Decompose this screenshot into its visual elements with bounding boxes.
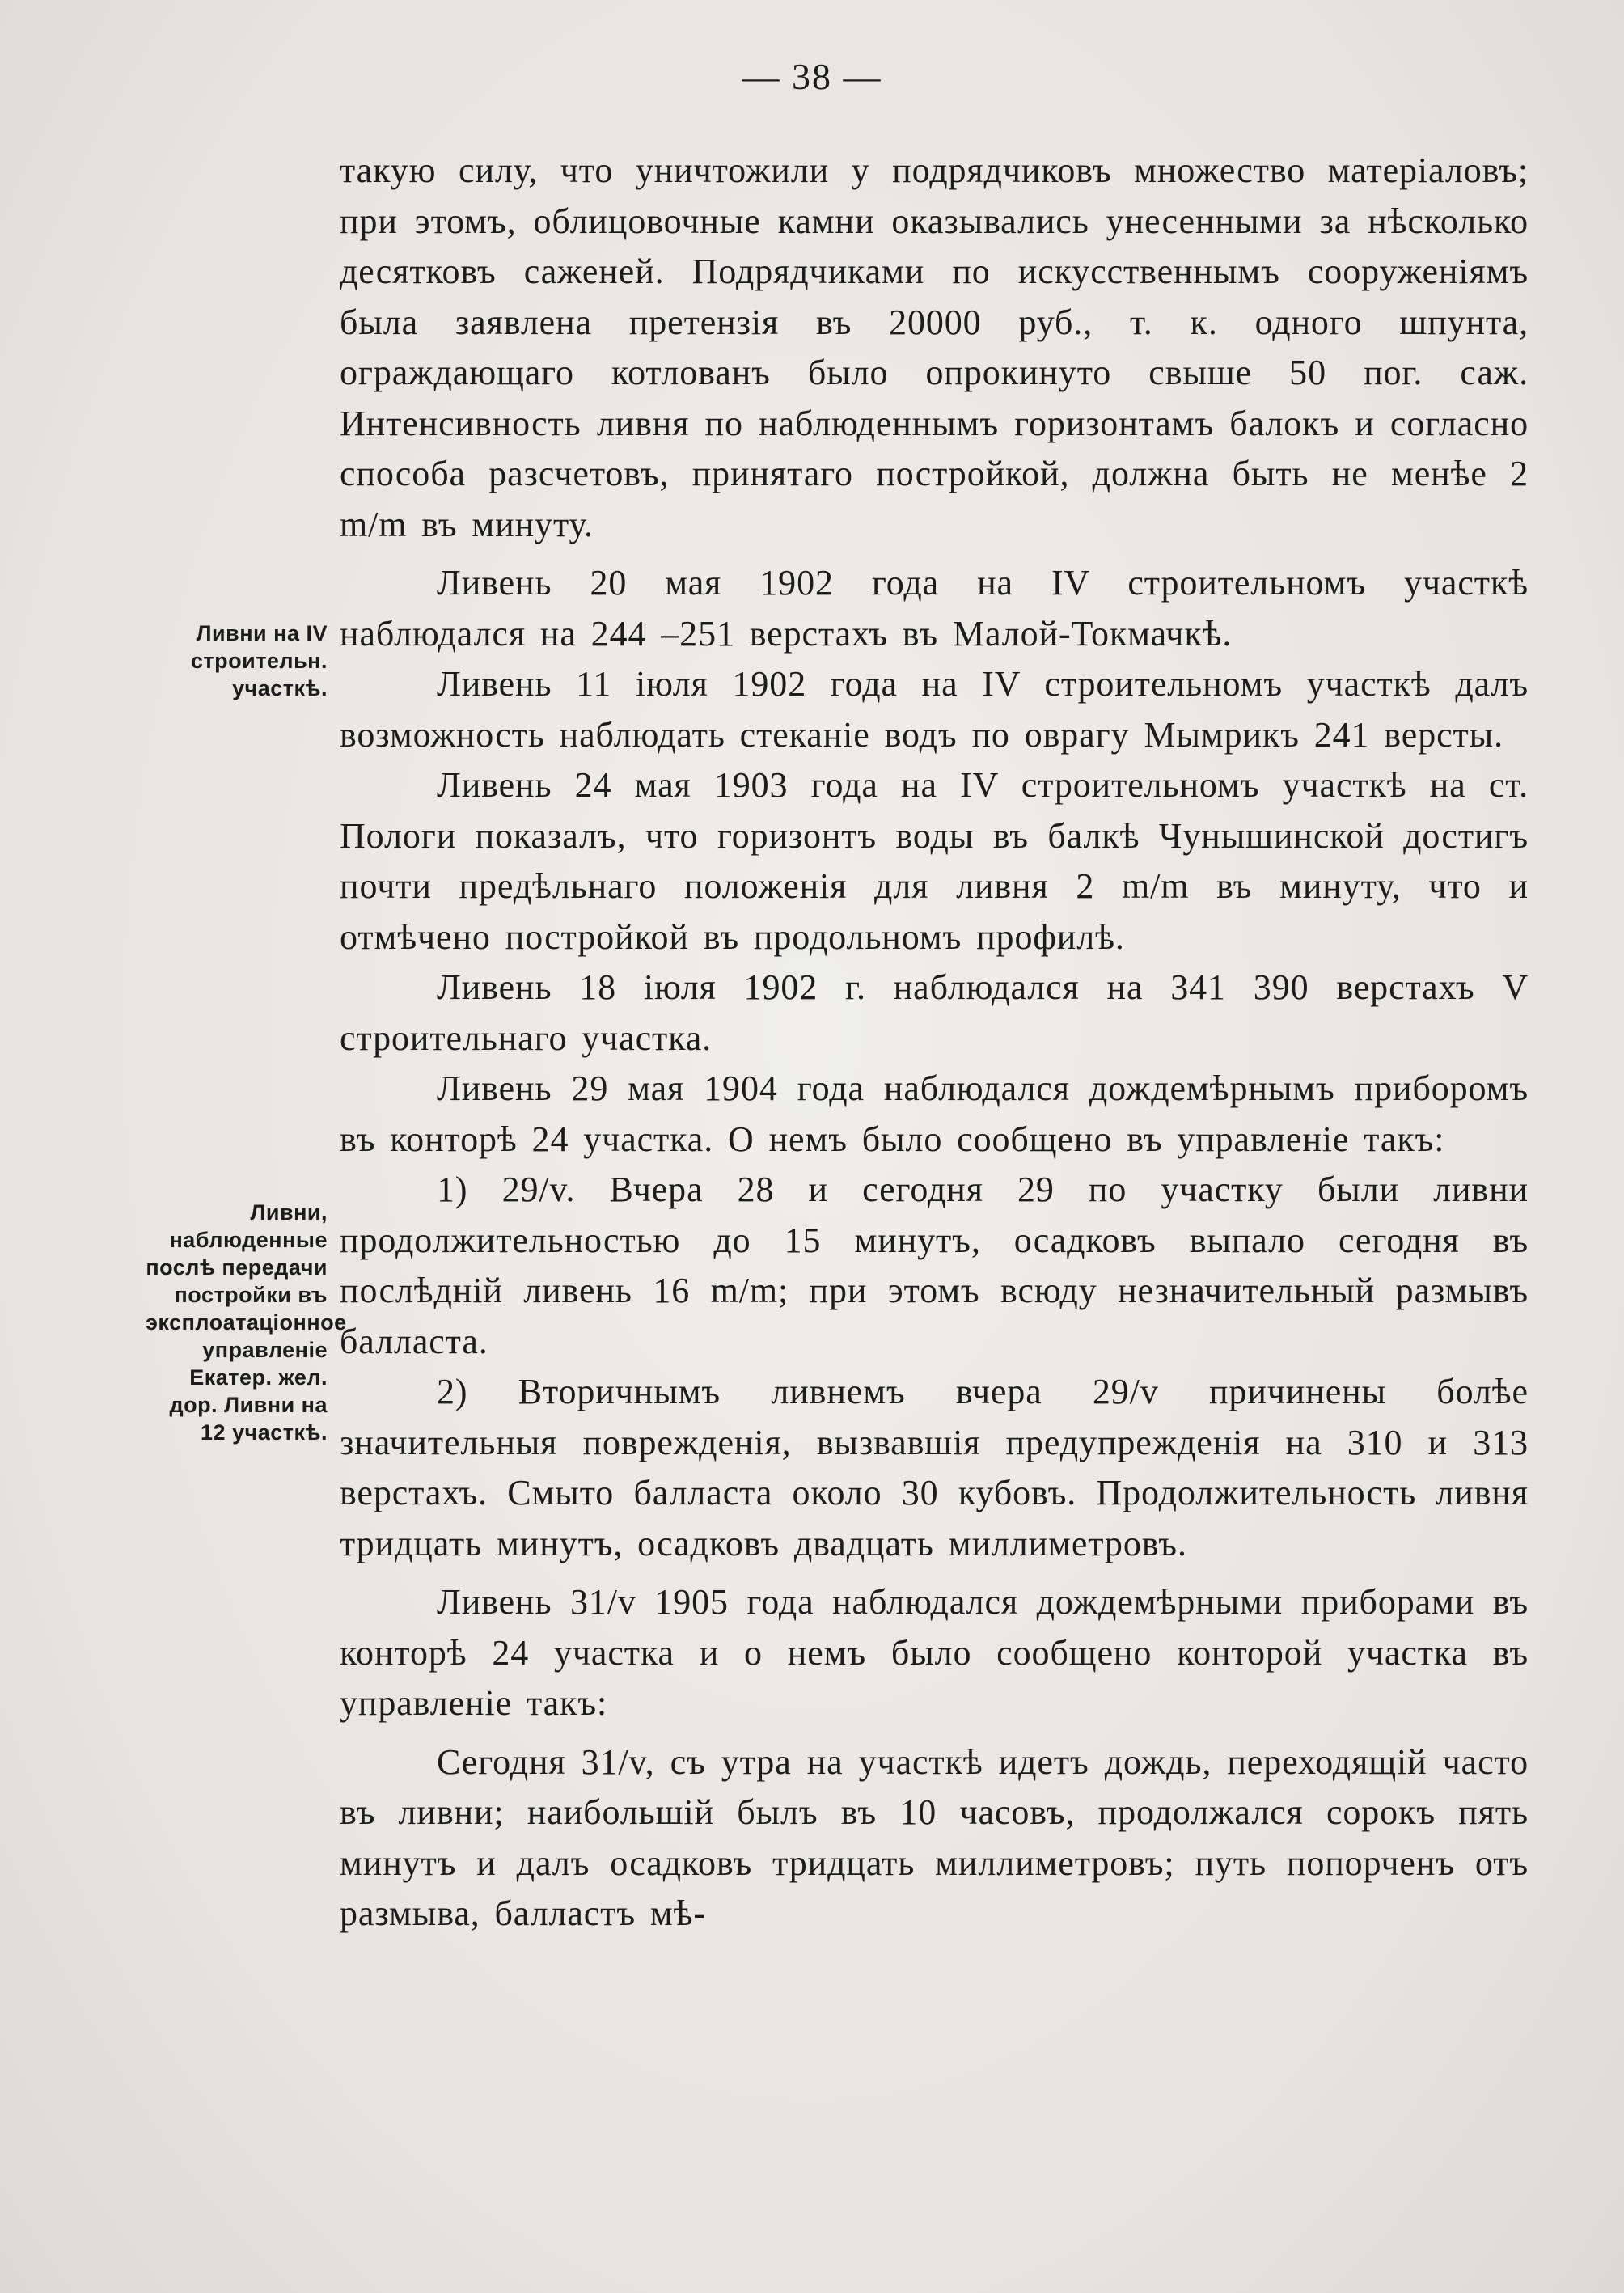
paragraph-report-item-1: 1) 29/v. Вчера 28 и сегодня 29 по участку были ливни продолжительностью до 15 минутъ, осадковъ выпало сегодня въ послѣдній ливень 16 m/m; при этомъ всюду незначительный размывъ балласта. <box>340 1170 1529 1361</box>
paragraph-shower-18-july-1902: Ливень 18 іюля 1902 г. наблюдался на 341 390 верстахъ V строительнаго участка. <box>340 967 1529 1058</box>
paragraph-shower-29-may-1904: Ливень 29 мая 1904 года наблюдался дождемѣрнымъ приборомъ въ конторѣ 24 участка. О немъ было сообщено въ управленіе такъ: <box>340 1068 1529 1159</box>
paragraph-shower-20-may-1902: Ливень 20 мая 1902 года на IV строительномъ участкѣ наблюдался на 244 –251 верстахъ въ Малой-Токмачкѣ. <box>340 563 1529 654</box>
paragraph-shower-11-july-1902: Ливень 11 іюля 1902 года на IV строительномъ участкѣ далъ возможность наблюдать стеканіе водъ по оврагу Мымрикъ 241 версты. <box>340 664 1529 755</box>
main-text <box>340 146 1529 1940</box>
paragraph-shower-31-may-1905: Ливень 31/v 1905 года наблюдался дождемѣрными приборами въ конторѣ 24 участка и о немъ было сообщено конторой участка въ управленіе такъ: <box>340 1582 1529 1723</box>
paragraph-report-item-2: 2) Вторичнымъ ливнемъ вчера 29/v причинены болѣе значительныя поврежденія, вызвавшія предупрежденія на 310 и 313 верстахъ. Смыто балласта около 30 кубовъ. Продолжительность ливня тридцать минутъ, осадковъ двадцать миллиметровъ. <box>340 1372 1529 1563</box>
page-number: — 38 — <box>742 56 882 97</box>
margin-note-after-transfer: Ливни, наблюденные послѣ передачи постройки въ эксплоатаціонное управленіе Екатер. жел. дор. Ливни на 12 участкѣ. <box>146 1200 347 1445</box>
paragraph-continuation: такую силу, что уничтожили у подрядчиковъ множество матеріаловъ; при этомъ, облицовочные камни оказывались унесенными за нѣсколько десятковъ саженей. Подрядчиками по искусственнымъ сооруженіямъ была заявлена претензія въ 20000 руб., т. к. одного шпунта, ограждающаго котлованъ было опрокинуто свыше 50 пог. саж. Интенсивность ливня по наблюденнымъ горизонтамъ балокъ и согласно способа разсчетовъ, принятаго постройкой, должна быть не менѣе 2 m/m въ минуту. <box>340 150 1529 544</box>
paragraph-report-31-may: Сегодня 31/v, съ утра на участкѣ идетъ дождь, переходящій часто въ ливни; наибольшій былъ въ 10 часовъ, продолжался сорокъ пять минутъ и далъ осадковъ тридцать миллиметровъ; путь попорченъ отъ размыва, балластъ мѣ- <box>340 1741 1529 1933</box>
margin-note-iv-section: Ливни на IV строительн. участкѣ. <box>190 621 328 700</box>
paragraph-shower-24-may-1903: Ливень 24 мая 1903 года на IV строительномъ участкѣ на ст. Пологи показалъ, что горизонтъ воды въ балкѣ Чунышинской достигъ почти предѣльнаго положенія для ливня 2 m/m въ минуту, что и отмѣчено постройкой въ продольномъ профилѣ. <box>340 765 1529 957</box>
